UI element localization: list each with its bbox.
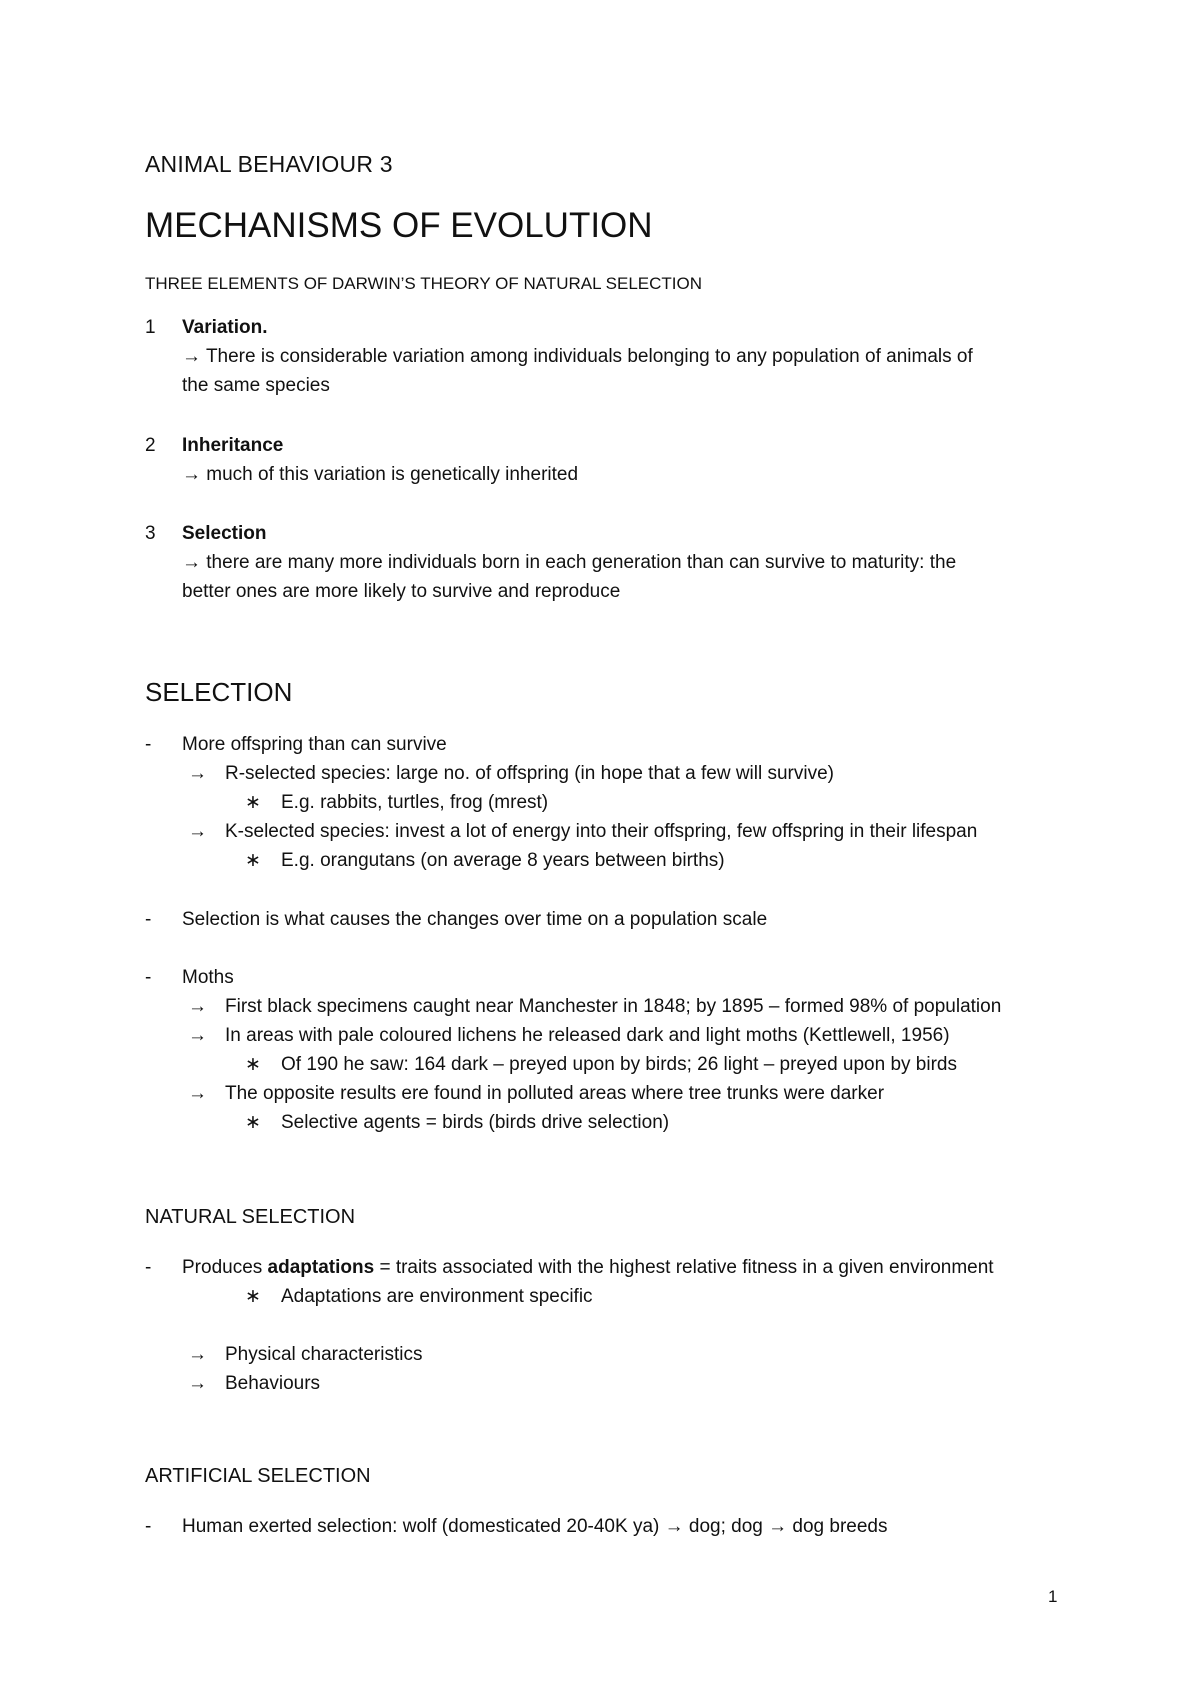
list-item: E.g. orangutans (on average 8 years between births) bbox=[281, 850, 725, 871]
star-bullet-icon: ∗ bbox=[245, 1286, 261, 1307]
selection-heading: SELECTION bbox=[145, 677, 293, 707]
list-item: First black specimens caught near Manchester in 1848; by 1895 – formed 98% of population bbox=[225, 996, 1002, 1017]
list-item: E.g. rabbits, turtles, frog (mrest) bbox=[281, 792, 549, 813]
item-number: 3 bbox=[145, 523, 156, 544]
item-line: → There is considerable variation among individuals belonging to any population of animals of bbox=[182, 346, 973, 367]
list-item: R-selected species: large no. of offspring (in hope that a few will survive) bbox=[225, 763, 835, 784]
dash-bullet: - bbox=[145, 967, 152, 988]
dash-bullet: - bbox=[145, 734, 152, 755]
list-item: More offspring than can survive bbox=[182, 734, 447, 755]
list-item: Selective agents = birds (birds drive selection) bbox=[281, 1112, 670, 1133]
star-bullet-icon: ∗ bbox=[245, 1112, 261, 1133]
arrow-icon: → bbox=[188, 996, 207, 1017]
artificial-selection-heading: ARTIFICIAL SELECTION bbox=[145, 1465, 371, 1487]
item-number: 2 bbox=[145, 435, 156, 456]
document-title: ANIMAL BEHAVIOUR 3 bbox=[145, 151, 393, 177]
arrow-icon: → bbox=[188, 1344, 207, 1365]
arrow-icon: → bbox=[188, 763, 207, 784]
item-number: 1 bbox=[145, 317, 156, 338]
list-item: Selection is what causes the changes over time on a population scale bbox=[182, 909, 768, 930]
page-number: 1 bbox=[1048, 1587, 1058, 1606]
star-bullet-icon: ∗ bbox=[245, 792, 261, 813]
star-bullet-icon: ∗ bbox=[245, 850, 261, 871]
arrow-icon: → bbox=[182, 552, 201, 573]
item-title: Inheritance bbox=[182, 435, 284, 456]
list-item: Produces adaptations = traits associated with the highest relative fitness in a given environment bbox=[182, 1257, 994, 1278]
dash-bullet: - bbox=[145, 1257, 152, 1278]
arrow-icon: → bbox=[182, 346, 201, 367]
list-item: The opposite results ere found in polluted areas where tree trunks were darker bbox=[225, 1083, 885, 1104]
main-heading: MECHANISMS OF EVOLUTION bbox=[145, 206, 653, 245]
item-title: Selection bbox=[182, 523, 267, 544]
star-bullet-icon: ∗ bbox=[245, 1054, 261, 1075]
item-line: better ones are more likely to survive and reproduce bbox=[182, 581, 621, 602]
list-item: Behaviours bbox=[225, 1373, 321, 1394]
dash-bullet: - bbox=[145, 909, 152, 930]
arrow-icon: → bbox=[188, 1373, 207, 1394]
dash-bullet: - bbox=[145, 1516, 152, 1537]
list-item: Of 190 he saw: 164 dark – preyed upon by birds; 26 light – preyed upon by birds bbox=[281, 1054, 957, 1075]
item-line: → there are many more individuals born in each generation than can survive to maturity: the bbox=[182, 552, 957, 573]
list-item: Adaptations are environment specific bbox=[281, 1286, 593, 1307]
list-item: Human exerted selection: wolf (domesticated 20-40K ya) → dog; dog → dog breeds bbox=[182, 1516, 888, 1537]
item-title: Variation. bbox=[182, 317, 268, 338]
list-item: K-selected species: invest a lot of energy into their offspring, few offspring in their lifespan bbox=[225, 821, 978, 842]
arrow-icon: → bbox=[188, 821, 207, 842]
arrow-icon: → bbox=[182, 464, 201, 485]
item-line: → much of this variation is genetically inherited bbox=[182, 464, 579, 485]
arrow-icon: → bbox=[188, 1083, 207, 1104]
arrow-icon: → bbox=[188, 1025, 207, 1046]
item-line: the same species bbox=[182, 375, 330, 396]
natural-selection-heading: NATURAL SELECTION bbox=[145, 1206, 356, 1228]
darwin-heading: THREE ELEMENTS OF DARWIN’S THEORY OF NATURAL SELECTION bbox=[145, 274, 702, 293]
list-item: Moths bbox=[182, 967, 234, 988]
list-item: Physical characteristics bbox=[225, 1344, 423, 1365]
list-item: In areas with pale coloured lichens he released dark and light moths (Kettlewell, 1956) bbox=[225, 1025, 950, 1046]
